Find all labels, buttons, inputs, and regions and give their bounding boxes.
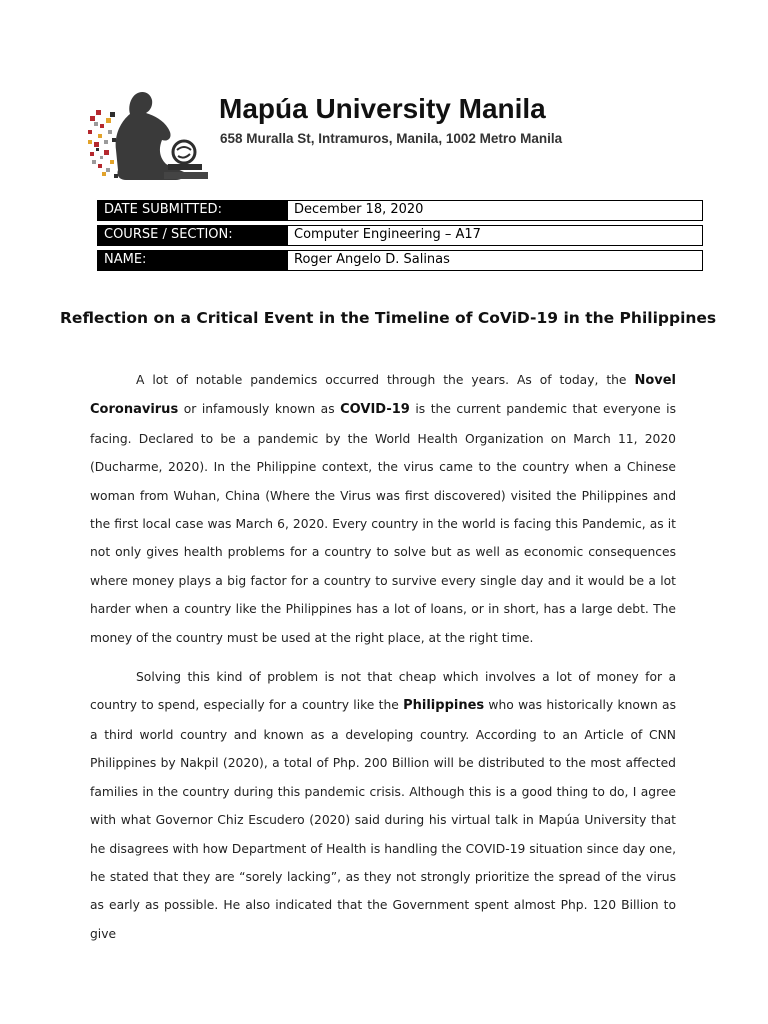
university-logo-icon — [86, 90, 214, 184]
text-run: Solving this kind of problem is not that cheap which involves a lot of money for a country to spend, especially for a country like the — [90, 670, 676, 713]
info-label: NAME: — [97, 250, 287, 271]
info-label: DATE SUBMITTED: — [97, 200, 287, 221]
info-row-course — [97, 225, 703, 246]
info-value: Roger Angelo D. Salinas — [287, 250, 703, 271]
text-run: is the current pandemic that everyone is facing. Declared to be a pandemic by the World Health Organization on March 11, 2020 (Ducharme, 2020). In the Philippine context, the virus came to the country when a Chinese woman from Wuhan, China (Where the Virus was first discovered) visited the Philippines and the first local case was March 6, 2020. Every country in the world is facing this Pandemic, as it not only gives health problems for a country to solve but as well as economic consequences where money plays a big factor for a country to survive every single day and it would be a lot harder when a country like the Philippines has a lot of loans, or in short, has a large debt. The money of the country must be used at the right place, at the right time. — [90, 402, 676, 645]
info-row-name — [97, 250, 703, 271]
document-body — [90, 366, 676, 959]
document-title: Reflection on a Critical Event in the Timeline of CoViD-19 in the Philippines — [60, 309, 717, 327]
info-label: COURSE / SECTION: — [97, 225, 287, 246]
text-run: or infamously known as — [178, 402, 341, 417]
paragraph — [90, 366, 676, 652]
paragraph — [90, 663, 676, 948]
info-value: Computer Engineering – A17 — [287, 225, 703, 246]
text-run: A lot of notable pandemics occurred through the years. As of today, the — [136, 373, 635, 387]
text-run: who was historically known as a third world country and known as a developing country. According to an Article of CNN Philippines by Nakpil (2020), a total of Php. 200 Billion will be distributed to the most affected families in the country during this pandemic crisis. Although this is a good thing to do, I agree with what Governor Chiz Escudero (2020) said during his virtual talk in Mapúa University that he disagrees with how Department of Health is handling the COVID-19 situation since day one, he stated that they are “sorely lacking”, as they not strongly prioritize the spread of the virus as early as possible. He also indicated that the Government spent almost Php. 120 Billion to give — [90, 698, 676, 941]
university-name: Mapúa University Manila — [219, 93, 546, 124]
bold-term: Novel Coronavirus — [90, 373, 676, 418]
info-value: December 18, 2020 — [287, 200, 703, 221]
university-address: 658 Muralla St, Intramuros, Manila, 1002 Metro Manila — [220, 131, 563, 146]
bold-term: COVID-19 — [340, 402, 410, 418]
info-row-date — [97, 200, 703, 221]
bold-term: Philippines — [403, 698, 485, 714]
